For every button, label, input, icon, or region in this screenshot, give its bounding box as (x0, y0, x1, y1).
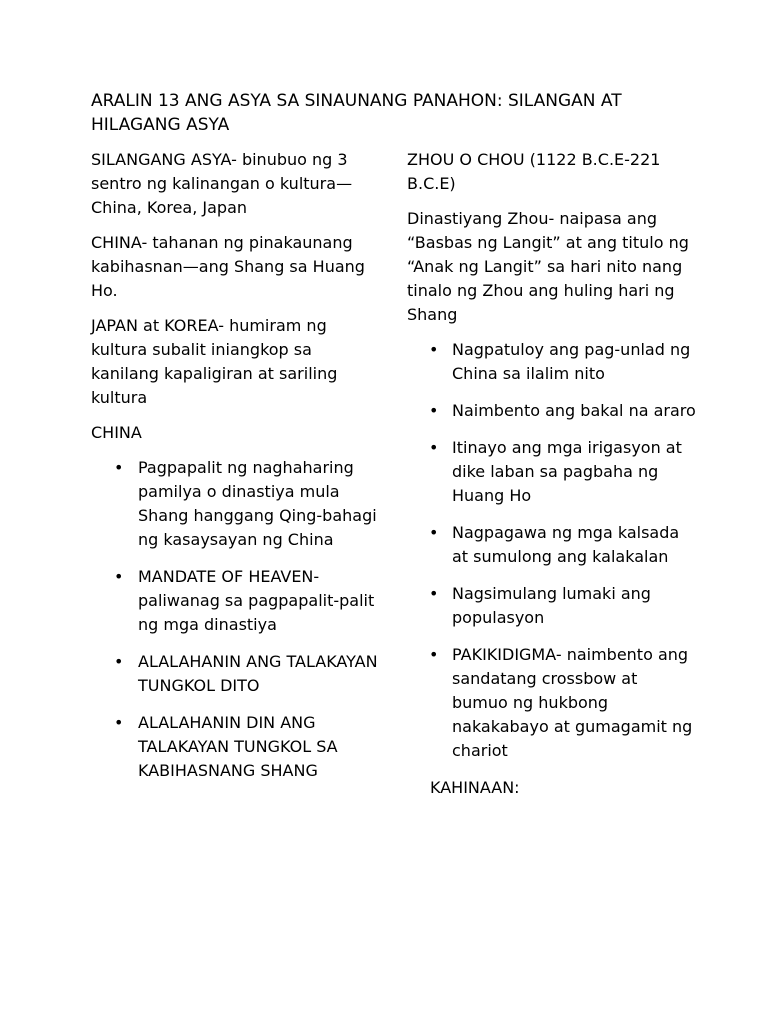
list-item (91, 711, 381, 783)
bullet-icon: • (429, 523, 439, 542)
left-column (91, 148, 381, 796)
paragraph-silangang-asya: SILANGANG ASYA- binubuo ng 3 sentro ng kalinangan o kultura—China, Korea, Japan (91, 150, 353, 217)
list-item-text: Pagpapalit ng naghaharing pamilya o dinastiya mula Shang hanggang Qing-bahagi ng kasaysayan ng China (138, 458, 377, 549)
list-item (407, 582, 697, 630)
bullet-icon: • (114, 652, 124, 671)
bullet-icon: • (114, 713, 124, 732)
list-item (407, 436, 697, 508)
list-item (407, 399, 697, 423)
paragraph-china-kabihasnan: CHINA- tahanan ng pinakaunang kabihasnan—ang Shang sa Huang Ho. (91, 233, 365, 300)
zhou-bullet-list (407, 338, 697, 763)
paragraph-japan-korea: JAPAN at KOREA- humiram ng kultura subalit iniangkop sa kanilang kapaligiran at sariling kultura (91, 316, 338, 407)
list-item-text: Nagpagawa ng mga kalsada at sumulong ang kalakalan (452, 523, 680, 566)
bullet-icon: • (114, 567, 124, 586)
list-item (91, 565, 381, 637)
list-item (407, 521, 697, 569)
list-item-text: ALALAHANIN ANG TALAKAYAN TUNGKOL DITO (138, 652, 378, 695)
list-item-text: PAKIKIDIGMA- naimbento ang sandatang crossbow at bumuo ng hukbong nakakabayo at gumagamit ng chariot (452, 645, 693, 760)
list-item (91, 650, 381, 698)
list-item (407, 643, 697, 763)
list-item (407, 338, 697, 386)
right-column (407, 148, 697, 811)
list-item-text: Nagpatuloy ang pag-unlad ng China sa ilalim nito (452, 340, 691, 383)
bullet-icon: • (114, 458, 124, 477)
list-item (91, 456, 381, 552)
section-heading-china: CHINA (91, 423, 142, 442)
list-item-text: ALALAHANIN DIN ANG TALAKAYAN TUNGKOL SA KABIHASNANG SHANG (138, 713, 338, 780)
lesson-title: ARALIN 13 ANG ASYA SA SINAUNANG PANAHON: SILANGAN AT HILAGANG ASYA (91, 91, 622, 135)
bullet-icon: • (429, 340, 439, 359)
list-item-text: Naimbento ang bakal na araro (452, 401, 696, 420)
list-item-text: Itinayo ang mga irigasyon at dike laban sa pagbaha ng Huang Ho (452, 438, 682, 505)
section-heading-kahinaan: KAHINAAN: (430, 778, 520, 797)
list-item-text: MANDATE OF HEAVEN- paliwanag sa pagpapalit-palit ng mga dinastiya (138, 567, 375, 634)
paragraph-dinastiyang-zhou: Dinastiyang Zhou- naipasa ang “Basbas ng Langit” at ang titulo ng “Anak ng Langit” sa hari nito nang tinalo ng Zhou ang huling hari ng Shang (407, 209, 689, 324)
section-heading-zhou: ZHOU O CHOU (1122 B.C.E-221 B.C.E) (407, 150, 661, 193)
bullet-icon: • (429, 584, 439, 603)
bullet-icon: • (429, 438, 439, 457)
bullet-icon: • (429, 401, 439, 420)
list-item-text: Nagsimulang lumaki ang populasyon (452, 584, 651, 627)
china-bullet-list (91, 456, 381, 783)
bullet-icon: • (429, 645, 439, 664)
